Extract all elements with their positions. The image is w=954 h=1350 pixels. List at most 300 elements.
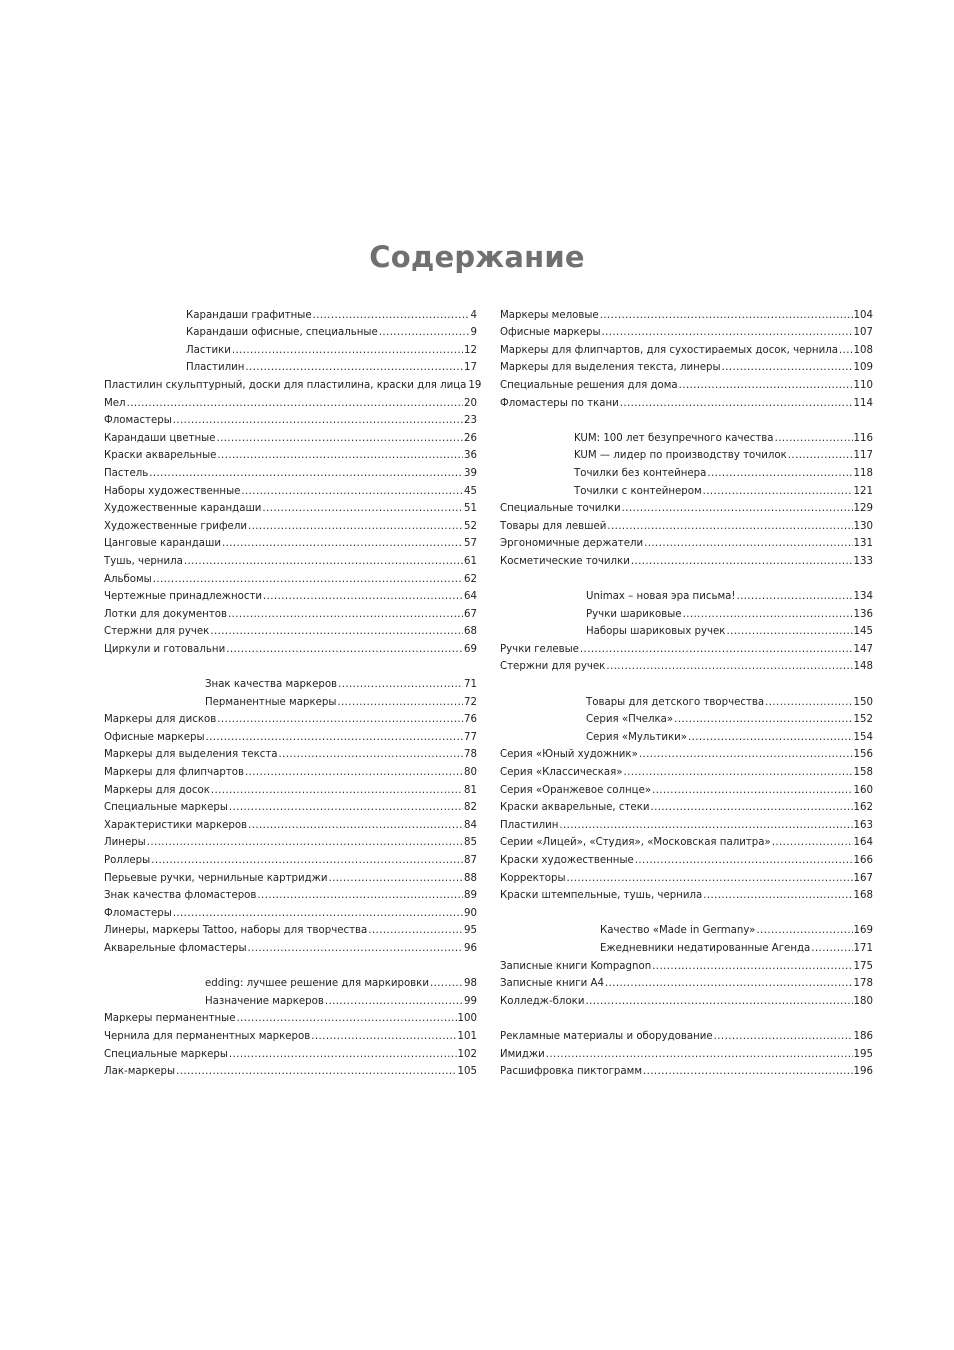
- toc-leader-dots: [679, 379, 853, 392]
- toc-entry-label: Стержни для ручек: [104, 626, 210, 638]
- toc-entry[interactable]: [500, 744, 873, 762]
- toc-entry-page-number: 20: [464, 397, 477, 409]
- toc-entry-page-number: 85: [464, 837, 477, 849]
- toc-leader-dots: [149, 467, 463, 480]
- toc-entry[interactable]: [104, 445, 477, 463]
- toc-entry-page-number: 17: [464, 362, 477, 374]
- toc-entry-page-number: 145: [853, 626, 873, 638]
- toc-entry-page-number: 98: [464, 978, 477, 990]
- toc-entry[interactable]: [500, 357, 873, 375]
- toc-leader-dots: [338, 678, 463, 691]
- toc-leader-dots: [328, 872, 463, 885]
- toc-entry-page-number: 134: [853, 591, 873, 603]
- toc-entry[interactable]: [500, 1061, 873, 1079]
- toc-entry[interactable]: [104, 814, 477, 832]
- toc-entry-label: Косметические точилки: [500, 555, 630, 567]
- toc-entry-page-number: 163: [853, 819, 873, 831]
- toc-entry-page-number: 102: [457, 1048, 477, 1060]
- toc-leader-dots: [245, 766, 463, 779]
- toc-entry-page-number: 162: [853, 802, 873, 814]
- toc-leader-dots: [248, 819, 463, 832]
- toc-entry-label: Маркеры для досок: [104, 784, 210, 796]
- toc-leader-dots: [788, 449, 853, 462]
- toc-leader-dots: [631, 555, 853, 568]
- toc-leader-dots: [337, 696, 463, 709]
- toc-leader-dots: [232, 344, 463, 357]
- toc-entry-page-number: 89: [464, 890, 477, 902]
- toc-entry-page-number: 110: [853, 379, 873, 391]
- toc-leader-dots: [241, 485, 463, 498]
- toc-leader-dots: [248, 520, 463, 533]
- toc-entry[interactable]: [104, 761, 477, 779]
- toc-entry-page-number: 171: [853, 942, 873, 954]
- toc-leader-dots: [379, 326, 470, 339]
- toc-entry-label: Акварельные фломастеры: [104, 942, 247, 954]
- toc-entry[interactable]: [104, 744, 477, 762]
- toc-entry[interactable]: [104, 322, 477, 340]
- toc-entry-page-number: 107: [853, 327, 873, 339]
- toc-entry-page-number: 160: [853, 784, 873, 796]
- toc-entry[interactable]: [104, 1025, 477, 1043]
- toc-entry-page-number: 154: [853, 731, 873, 743]
- toc-entry-page-number: 109: [853, 362, 873, 374]
- toc-entry-page-number: 186: [853, 1030, 873, 1042]
- toc-entry-label: Стержни для ручек: [500, 661, 606, 673]
- toc-leader-dots: [726, 625, 852, 638]
- toc-entry-label: Ластики: [186, 344, 231, 356]
- toc-entry[interactable]: [104, 374, 482, 392]
- toc-entry[interactable]: [104, 867, 477, 885]
- toc-entry[interactable]: [104, 568, 477, 586]
- toc-entry-label: Чернила для перманентных маркеров: [104, 1030, 311, 1042]
- toc-entry[interactable]: [104, 691, 477, 709]
- toc-entry-label: Лотки для документов: [104, 608, 228, 620]
- toc-entry-page-number: 12: [464, 344, 477, 356]
- toc-entry-label: Серия «Мультики»: [586, 731, 687, 743]
- toc-leader-dots: [430, 977, 463, 990]
- toc-entry-label: Перманентные маркеры: [205, 696, 337, 708]
- toc-leader-dots: [703, 889, 852, 902]
- toc-entry[interactable]: [104, 920, 477, 938]
- toc-entry[interactable]: [500, 374, 873, 392]
- toc-entry-page-number: 52: [464, 520, 477, 532]
- toc-entry-label: Специальные маркеры: [104, 802, 228, 814]
- toc-entry-page-number: 90: [464, 907, 477, 919]
- toc-entry-label: Товары для левшей: [500, 520, 607, 532]
- toc-entry-page-number: 82: [464, 802, 477, 814]
- toc-entry-label: Маркеры для дисков: [104, 714, 217, 726]
- toc-entry-label: Маркеры для выделения текста: [104, 749, 278, 761]
- toc-entry-page-number: 104: [853, 309, 873, 321]
- toc-entry-page-number: 108: [853, 344, 873, 356]
- toc-entry[interactable]: [500, 691, 873, 709]
- toc-entry-page-number: 84: [464, 819, 477, 831]
- toc-entry[interactable]: [104, 832, 477, 850]
- toc-leader-dots: [622, 502, 853, 515]
- toc-leader-dots: [580, 643, 853, 656]
- toc-leader-dots: [644, 537, 852, 550]
- toc-leader-dots: [602, 326, 853, 339]
- toc-entry-label: Художественные грифели: [104, 520, 247, 532]
- toc-entry-label: Пластилин скульптурный, доски для пластилина, краски для лица: [104, 379, 467, 391]
- toc-leader-dots: [313, 309, 470, 322]
- toc-entry-label: Линеры: [104, 837, 146, 849]
- toc-entry[interactable]: [500, 445, 873, 463]
- toc-entry-page-number: 164: [853, 837, 873, 849]
- toc-leader-dots: [173, 414, 463, 427]
- toc-entry-page-number: 136: [853, 608, 873, 620]
- toc-entry-page-number: 99: [464, 995, 477, 1007]
- toc-entry[interactable]: [500, 920, 873, 938]
- toc-entry[interactable]: [500, 885, 873, 903]
- toc-entry-label: Знак качества фломастеров: [104, 890, 257, 902]
- toc-entry-page-number: 45: [464, 485, 477, 497]
- toc-entry[interactable]: [500, 586, 873, 604]
- toc-leader-dots: [368, 924, 463, 937]
- toc-entry-page-number: 23: [464, 415, 477, 427]
- toc-leader-dots: [127, 397, 463, 410]
- toc-entry[interactable]: [500, 462, 873, 480]
- toc-entry-label: Циркули и готовальни: [104, 643, 226, 655]
- toc-leader-dots: [184, 555, 463, 568]
- toc-entry-label: Офисные маркеры: [104, 731, 205, 743]
- toc-entry-page-number: 196: [853, 1066, 873, 1078]
- toc-leader-dots: [222, 537, 463, 550]
- toc-entry-page-number: 95: [464, 925, 477, 937]
- toc-entry-label: edding: лучшее решение для маркировки: [205, 978, 429, 990]
- toc-leader-dots: [147, 836, 463, 849]
- toc-leader-dots: [605, 977, 853, 990]
- toc-entry-label: Карандаши цветные: [104, 432, 216, 444]
- toc-entry[interactable]: [104, 885, 477, 903]
- toc-entry-page-number: 158: [853, 767, 873, 779]
- toc-entry-label: Знак качества маркеров: [205, 679, 338, 691]
- toc-entry[interactable]: [500, 603, 873, 621]
- toc-entry-label: Записные книги Kompagnon: [500, 960, 652, 972]
- toc-leader-dots: [546, 1048, 853, 1061]
- toc-entry-label: Лак-маркеры: [104, 1066, 176, 1078]
- toc-entry[interactable]: [500, 304, 873, 322]
- toc-entry-page-number: 150: [853, 696, 873, 708]
- toc-entry[interactable]: [104, 937, 477, 955]
- toc-entry-page-number: 67: [464, 608, 477, 620]
- toc-entry-page-number: 57: [464, 538, 477, 550]
- toc-entry-label: KUM: 100 лет безупречного качества: [574, 432, 774, 444]
- toc-entry-page-number: 19: [468, 379, 482, 391]
- toc-leader-dots: [772, 836, 853, 849]
- toc-entry-label: Серия «Классическая»: [500, 767, 623, 779]
- toc-entry-page-number: 62: [464, 573, 477, 585]
- toc-entry[interactable]: [500, 550, 873, 568]
- toc-entry-label: Эргономичные держатели: [500, 538, 644, 550]
- toc-entry[interactable]: [104, 586, 477, 604]
- toc-entry-label: Unimax – новая эра письма!: [586, 591, 736, 603]
- toc-entry[interactable]: [104, 673, 477, 691]
- toc-entry[interactable]: [104, 480, 477, 498]
- toc-entry-label: KUM — лидер по производству точилок: [574, 450, 787, 462]
- toc-entry-page-number: 195: [853, 1048, 873, 1060]
- toc-leader-dots: [756, 924, 852, 937]
- toc-entry-label: Серия «Юный художник»: [500, 749, 638, 761]
- toc-entry-page-number: 148: [853, 661, 873, 673]
- toc-entry-label: Серия «Оранжевое солнце»: [500, 784, 652, 796]
- toc-entry[interactable]: [500, 638, 873, 656]
- toc-entry-label: Наборы шариковых ручек: [586, 626, 726, 638]
- toc-entry-label: Назначение маркеров: [205, 995, 324, 1007]
- toc-entry-page-number: 118: [853, 467, 873, 479]
- toc-entry-page-number: 87: [464, 855, 477, 866]
- toc-leader-dots: [262, 502, 463, 515]
- toc-entry-label: Карандаши графитные: [186, 309, 312, 321]
- toc-entry-label: Ежедневники недатированные Агенда: [600, 942, 811, 954]
- toc-entry-page-number: 101: [457, 1030, 477, 1042]
- toc-entry[interactable]: [104, 709, 477, 727]
- toc-entry-label: Характеристики маркеров: [104, 819, 248, 831]
- toc-entry-page-number: 61: [464, 555, 477, 567]
- toc-entry[interactable]: [500, 779, 873, 797]
- toc-entry[interactable]: [104, 357, 477, 375]
- toc-entry[interactable]: [104, 797, 477, 815]
- toc-entry-label: Наборы художественные: [104, 485, 241, 497]
- toc-entry-page-number: 169: [853, 925, 873, 937]
- toc-entry-page-number: 114: [853, 397, 873, 409]
- toc-entry-page-number: 152: [853, 714, 873, 726]
- toc-leader-dots: [263, 590, 463, 603]
- toc-entry-label: Записные книги А4: [500, 978, 604, 990]
- toc-entry-page-number: 4: [470, 309, 477, 321]
- toc-entry[interactable]: [500, 867, 873, 885]
- toc-entry-page-number: 147: [853, 643, 873, 655]
- toc-leader-dots: [206, 731, 464, 744]
- toc-entry[interactable]: [104, 533, 477, 551]
- toc-entry[interactable]: [104, 726, 477, 744]
- toc-entry-label: Маркеры для выделения текста, линеры: [500, 362, 721, 374]
- toc-leader-dots: [211, 784, 463, 797]
- toc-entry-page-number: 116: [853, 432, 873, 444]
- toc-entry-page-number: 117: [853, 450, 873, 462]
- toc-entry-page-number: 77: [464, 731, 477, 743]
- toc-entry-label: Чертежные принадлежности: [104, 591, 263, 603]
- page-title: Содержание: [369, 240, 585, 274]
- toc-entry[interactable]: [104, 973, 477, 991]
- toc-entry[interactable]: [500, 339, 873, 357]
- toc-entry-label: Краски художественные: [500, 855, 634, 866]
- toc-entry-label: Фломастеры: [104, 415, 172, 427]
- toc-entry-label: Офисные маркеры: [500, 327, 601, 339]
- toc-entry-page-number: 78: [464, 749, 477, 761]
- toc-entry-page-number: 88: [464, 872, 477, 884]
- toc-leader-dots: [635, 854, 853, 867]
- toc-entry-label: Точилки с контейнером: [574, 485, 702, 497]
- toc-leader-dots: [736, 590, 852, 603]
- toc-entry[interactable]: [500, 973, 873, 991]
- toc-entry-page-number: 51: [464, 503, 477, 515]
- toc-entry-label: Художественные карандаши: [104, 503, 262, 515]
- toc-entry[interactable]: [104, 304, 477, 322]
- toc-entry-label: Специальные маркеры: [104, 1048, 228, 1060]
- toc-entry[interactable]: [104, 410, 477, 428]
- toc-entry-page-number: 129: [853, 503, 873, 515]
- toc-leader-dots: [722, 361, 853, 374]
- toc-entry[interactable]: [104, 515, 477, 533]
- toc-entry[interactable]: [500, 322, 873, 340]
- toc-entry[interactable]: [104, 339, 477, 357]
- toc-entry[interactable]: [500, 515, 873, 533]
- toc-entry-label: Краски акварельные: [104, 450, 217, 462]
- toc-entry[interactable]: [500, 832, 873, 850]
- toc-leader-dots: [607, 520, 852, 533]
- toc-entry-page-number: 156: [853, 749, 873, 761]
- toc-entry-page-number: 71: [464, 679, 477, 691]
- toc-leader-dots: [229, 1048, 457, 1061]
- toc-entry-page-number: 133: [853, 555, 873, 567]
- toc-entry[interactable]: [500, 392, 873, 410]
- toc-entry-page-number: 39: [464, 467, 477, 479]
- toc-leader-dots: [311, 1030, 456, 1043]
- toc-entry[interactable]: [500, 955, 873, 973]
- toc-entry[interactable]: [500, 990, 873, 1008]
- toc-entry-page-number: 9: [470, 327, 477, 339]
- toc-entry-label: Цанговые карандаши: [104, 538, 221, 550]
- toc-entry-label: Качество «Made in Germany»: [600, 925, 756, 937]
- toc-entry[interactable]: [104, 902, 477, 920]
- toc-entry[interactable]: [500, 427, 873, 445]
- toc-entry[interactable]: [104, 462, 477, 480]
- toc-entry-page-number: 180: [853, 995, 873, 1007]
- toc-entry-label: Альбомы: [104, 573, 152, 585]
- toc-entry[interactable]: [104, 1061, 477, 1079]
- toc-leader-dots: [153, 573, 463, 586]
- toc-leader-dots: [600, 309, 853, 322]
- toc-entry-label: Роллеры: [104, 855, 151, 866]
- toc-entry[interactable]: [500, 1043, 873, 1061]
- toc-leader-dots: [226, 643, 463, 656]
- toc-leader-dots: [567, 872, 853, 885]
- toc-entry-label: Маркеры перманентные: [104, 1013, 236, 1025]
- toc-leader-dots: [228, 608, 463, 621]
- toc-entry-label: Фломастеры: [104, 907, 172, 919]
- toc-entry-label: Мел: [104, 397, 126, 409]
- toc-entry-page-number: 64: [464, 591, 477, 603]
- toc-leader-dots: [151, 854, 463, 867]
- toc-left-column: [104, 304, 482, 1078]
- toc-entry-label: Ручки шариковые: [586, 608, 682, 620]
- toc-leader-dots: [173, 907, 463, 920]
- toc-leader-dots: [216, 432, 463, 445]
- toc-entry[interactable]: [500, 849, 873, 867]
- toc-leader-dots: [325, 995, 463, 1008]
- toc-entry-page-number: 130: [853, 520, 873, 532]
- toc-leader-dots: [775, 432, 853, 445]
- toc-leader-dots: [765, 696, 852, 709]
- toc-leader-dots: [620, 397, 853, 410]
- toc-leader-dots: [643, 1065, 853, 1078]
- toc-entry-page-number: 100: [457, 1013, 477, 1025]
- toc-leader-dots: [217, 713, 463, 726]
- toc-entry-label: Рекламные материалы и оборудование: [500, 1030, 713, 1042]
- toc-entry-page-number: 26: [464, 432, 477, 444]
- toc-entry-page-number: 36: [464, 450, 477, 462]
- toc-entry[interactable]: [500, 498, 873, 516]
- toc-leader-dots: [176, 1065, 456, 1078]
- toc-entry-page-number: 72: [464, 696, 477, 708]
- toc-entry[interactable]: [500, 761, 873, 779]
- toc-entry-label: Пастель: [104, 467, 149, 479]
- toc-entry-label: Корректоры: [500, 872, 566, 884]
- toc-entry-label: Серия «Пчелка»: [586, 714, 674, 726]
- toc-entry[interactable]: [104, 427, 477, 445]
- toc-leader-dots: [714, 1030, 853, 1043]
- toc-entry[interactable]: [500, 1025, 873, 1043]
- toc-leader-dots: [585, 995, 852, 1008]
- toc-entry-label: Карандаши офисные, специальные: [186, 327, 378, 339]
- toc-entry-label: Колледж-блоки: [500, 995, 585, 1007]
- toc-entry-label: Пластилин: [500, 819, 559, 831]
- toc-entry[interactable]: [500, 480, 873, 498]
- toc-entry[interactable]: [500, 656, 873, 674]
- toc-entry-label: Расшифровка пиктограмм: [500, 1066, 643, 1078]
- toc-entry-page-number: 105: [457, 1066, 477, 1078]
- toc-leader-dots: [707, 467, 852, 480]
- toc-entry-label: Специальные точилки: [500, 503, 621, 515]
- toc-leader-dots: [237, 1012, 457, 1025]
- toc-leader-dots: [650, 801, 852, 814]
- toc-entry[interactable]: [500, 797, 873, 815]
- toc-leader-dots: [210, 625, 463, 638]
- toc-entry[interactable]: [104, 621, 477, 639]
- toc-entry-label: Перьевые ручки, чернильные картриджи: [104, 872, 328, 884]
- toc-leader-dots: [229, 801, 463, 814]
- toc-entry[interactable]: [500, 814, 873, 832]
- toc-entry[interactable]: [104, 1043, 477, 1061]
- toc-entry[interactable]: [500, 709, 873, 727]
- toc-entry-label: Краски штемпельные, тушь, чернила: [500, 890, 703, 902]
- toc-entry[interactable]: [104, 990, 477, 1008]
- toc-entry[interactable]: [104, 603, 477, 621]
- toc-entry-page-number: 80: [464, 767, 477, 779]
- toc-entry-page-number: 168: [853, 890, 873, 902]
- toc-entry-label: Имиджи: [500, 1048, 545, 1060]
- toc-entry[interactable]: [500, 937, 873, 955]
- toc-entry-label: Точилки без контейнера: [574, 467, 707, 479]
- toc-leader-dots: [559, 819, 852, 832]
- toc-leader-dots: [674, 713, 852, 726]
- toc-entry-page-number: 76: [464, 714, 477, 726]
- toc-entry[interactable]: [104, 638, 477, 656]
- toc-leader-dots: [652, 784, 852, 797]
- toc-entry-label: Маркеры для флипчартов: [104, 767, 244, 779]
- toc-entry[interactable]: [104, 849, 477, 867]
- toc-entry-label: Серии «Лицей», «Студия», «Московская палитра»: [500, 837, 771, 849]
- toc-entry-label: Маркеры для флипчартов, для сухостираемых досок, чернила: [500, 344, 838, 356]
- toc-leader-dots: [652, 960, 852, 973]
- toc-entry-page-number: 178: [853, 978, 873, 990]
- toc-entry-page-number: 167: [853, 872, 873, 884]
- toc-entry[interactable]: [104, 779, 477, 797]
- toc-entry-label: Маркеры меловые: [500, 309, 599, 321]
- toc-entry[interactable]: [104, 498, 477, 516]
- toc-entry-page-number: 69: [464, 643, 477, 655]
- toc-entry[interactable]: [500, 726, 873, 744]
- toc-entry-page-number: 68: [464, 626, 477, 638]
- toc-entry[interactable]: [500, 621, 873, 639]
- toc-entry[interactable]: [104, 550, 477, 568]
- toc-entry[interactable]: [104, 392, 477, 410]
- toc-entry[interactable]: [104, 1008, 477, 1026]
- toc-leader-dots: [839, 344, 853, 357]
- toc-entry-label: Специальные решения для дома: [500, 379, 678, 391]
- toc-entry[interactable]: [500, 533, 873, 551]
